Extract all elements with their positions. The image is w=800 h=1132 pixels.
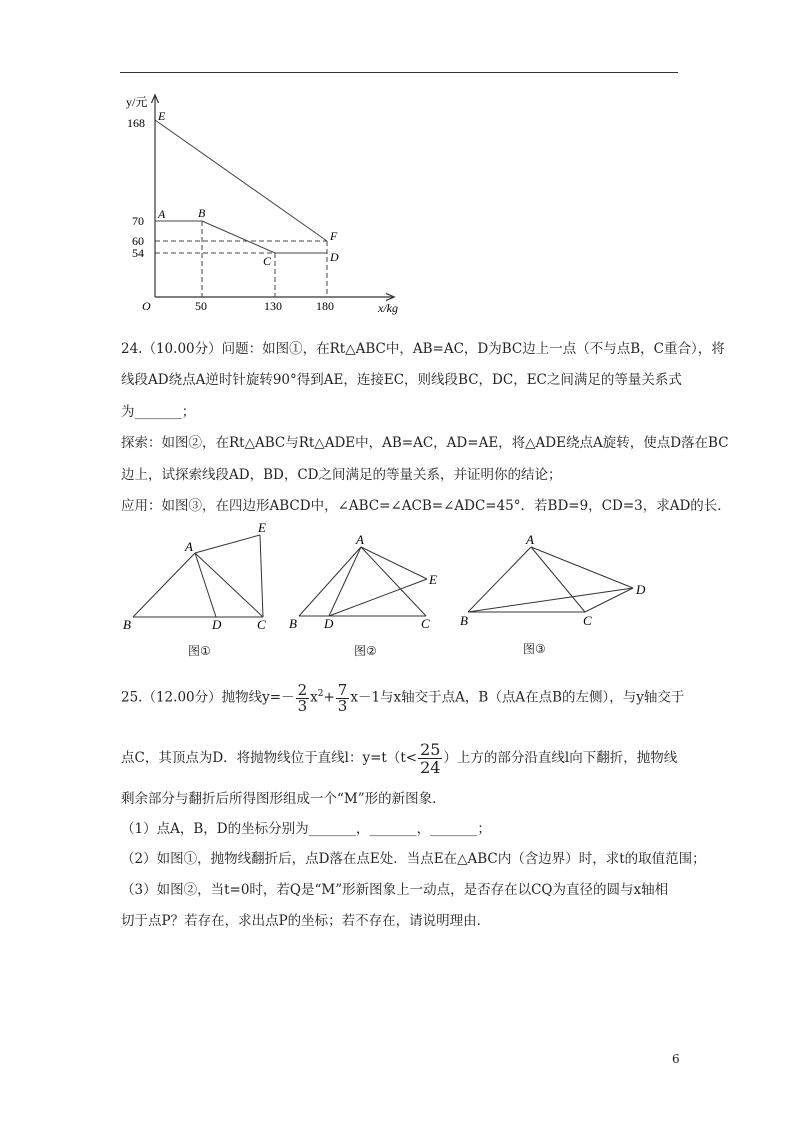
figure-3 [452,530,662,635]
q25-var-x: x [310,689,318,706]
fraction-numerator: 25 [420,740,441,759]
q25-line-2-start: 点C，其顶点为D．将抛物线位于直线l：y=t（t< [121,750,418,766]
fraction-numerator: 7 [337,680,348,699]
page-number: 6 [672,1052,680,1066]
fig2-label-a: A [356,532,364,547]
fraction-denominator: 24 [420,758,441,777]
fig2-label-c: C [421,616,430,631]
header-rule [120,72,678,73]
segment-bc [202,221,275,253]
x-tick-180: 180 [316,299,334,313]
q25-line-1 [121,674,684,718]
figure-1 [115,515,285,635]
segment-ef [155,120,327,241]
price-graph [110,88,430,320]
q24-line-1: 24.（10.00分）问题：如图①，在Rt△ABC中，AB=AC，D为BC边上一点（不与点B，C重合），将 [121,341,725,357]
x-tick-130: 130 [264,299,282,313]
q25-line-2 [121,736,677,780]
q25-line-1-start: 25.（12.00分）抛物线y=－ [121,689,295,706]
q25-line-5: （2）如图①，抛物线翻折后，点D落在点E处．当点E在△ABC内（含边界）时，求t的取值范围； [121,851,706,867]
fraction-seven-thirds [336,680,350,715]
fraction-numerator: 2 [297,680,308,699]
point-b-label: B [198,206,206,220]
y-tick-70: 70 [132,214,144,228]
q25-line-2-end: ）上方的部分沿直线l向下翻折，抛物线 [443,750,678,766]
q25-line-1-end: x－1与x轴交于点A，B（点A在点B的左侧），与y轴交于 [350,689,685,706]
fig2-label-b: B [289,616,297,631]
y-tick-60: 60 [132,234,144,248]
fig3-label-c: C [583,613,592,628]
q24-line-3: 为_______； [121,404,196,420]
q24-line-5: 边上，试探索线段AD，BD，CD之间满足的等量关系，并证明你的结论； [121,467,562,483]
y-tick-168: 168 [127,116,145,130]
q25-exponent: 2 [317,689,324,699]
origin-label: O [142,299,151,313]
fig1-label-c: C [257,617,266,632]
fig1-label-b: B [123,617,131,632]
q25-line-6: （3）如图②，当t=0时，若Q是“M”形新图象上一动点，是否存在以CQ为直径的圆与x轴相 [121,882,669,898]
q25-line-7: 切于点P？若存在，求出点P的坐标；若不存在，请说明理由． [121,913,491,929]
fig2-label-d: D [324,616,334,631]
point-d-label: D [330,250,339,264]
y-tick-54: 54 [132,246,144,260]
fraction-two-thirds [296,680,310,715]
fig1-caption: 图① [188,644,211,658]
fraction-25-24 [418,741,442,776]
x-tick-50: 50 [195,299,207,313]
point-e-label: E [158,109,166,123]
q25-line-3: 剩余部分与翻折后所得图形组成一个“M”形的新图象． [121,791,446,807]
x-axis-label: x/kg [378,301,398,315]
fig1-label-e: E [258,520,266,535]
point-f-label: F [330,229,338,243]
fraction-denominator: 3 [337,696,348,715]
q25-plus: + [323,689,335,706]
point-a-label: A [158,207,166,221]
fig3-label-d: D [636,582,646,597]
y-axis-label: y/元 [126,95,148,109]
fig2-caption: 图② [354,644,377,658]
q24-line-2: 线段AD绕点A逆时针旋转90°得到AE，连接EC，则线段BC，DC，EC之间满足的等量关系式 [121,372,682,388]
figure-2 [283,530,453,635]
fig3-label-a: A [526,532,534,547]
fig1-label-a: A [185,539,193,554]
q24-line-4: 探索：如图②，在Rt△ABC与Rt△ADE中，AB=AC，AD=AE，将△ADE绕点A旋转，使点D落在BC [121,435,729,451]
fig1-label-d: D [212,617,222,632]
fig3-label-b: B [460,613,468,628]
fig3-caption: 图③ [523,642,546,656]
fraction-denominator: 3 [297,696,308,715]
fig2-label-e: E [429,572,437,587]
q24-line-6: 应用：如图③，在四边形ABCD中，∠ABC=∠ACB=∠ADC=45°．若BD=9，CD=3，求AD的长． [121,498,731,514]
point-c-label: C [263,254,272,268]
q25-line-4: （1）点A，B，D的坐标分别为_______，_______，_______； [121,821,491,837]
